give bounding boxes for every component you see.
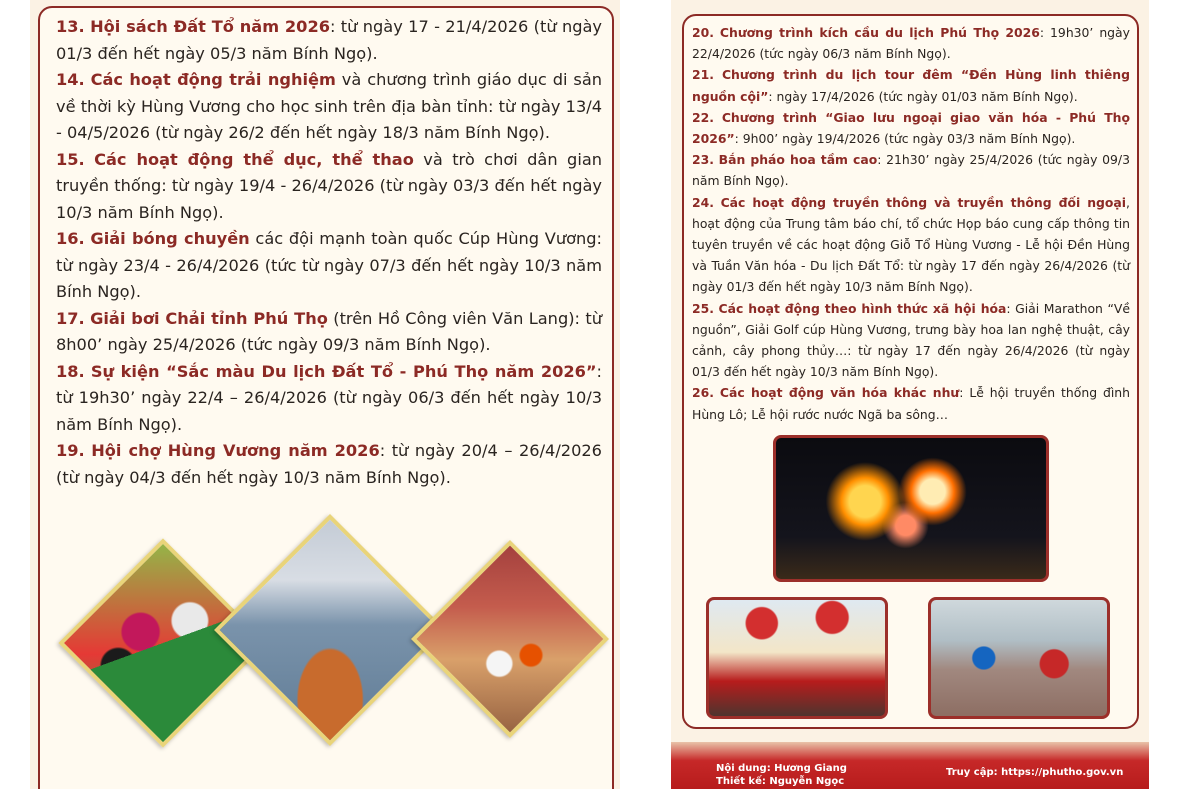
event-item: 13. Hội sách Đất Tổ năm 2026: từ ngày 17 - 21/4/2026 (từ ngày 01/3 đến hết ngày 05/3 năm Bính Ngọ). [56,17,602,63]
design-credit: Thiết kế: Nguyễn Ngọc [716,776,845,787]
event-item: 26. Các hoạt động văn hóa khác như: Lễ hội truyền thống đình Hùng Lô; Lễ hội rước nước Ngã ba sông… [692,385,1130,422]
website-link[interactable]: Truy cập: https://phutho.gov.vn [946,767,1124,778]
event-item: 24. Các hoạt động truyền thông và truyền thông đối ngoại, hoạt động của Trung tâm báo chí, tổ chức Họp báo cung cấp thông tin tuyên truyền về các hoạt động Giỗ Tổ Hùng Vương - Lễ hội Đền Hùng và Tuần Văn hóa - Du lịch Đất Tổ: từ ngày 17 đến ngày 26/4/2026 (từ ngày 01/3 đến hết ngày 10/3 năm Bính Ngọ). [692,194,1130,295]
event-item: 25. Các hoạt động theo hình thức xã hội hóa: Giải Marathon “Về nguồn”, Giải Golf cúp Hùng Vương, trưng bày hoa lan nghệ thuật, cây cảnh, cây phong thủy…: từ ngày 17 đến ngày 26/4/2026 (từ ngày 01/3 đến hết ngày 10/3 năm Bính Ngọ). [692,300,1130,380]
footer-credits [716,762,847,788]
event-item: 19. Hội chợ Hùng Vương năm 2026: từ ngày 20/4 – 26/4/2026 (từ ngày 04/3 đến hết ngày 10/3 năm Bính Ngọ). [56,441,602,487]
event-item: 22. Chương trình “Giao lưu ngoại giao văn hóa - Phú Thọ 2026”: 9h00’ ngày 19/4/2026 (tức ngày 03/3 năm Bính Ngọ). [692,109,1130,147]
right-event-list [692,22,1130,425]
content-credit: Nội dung: Hương Giang [716,763,847,774]
event-item: 17. Giải bơi Chải tỉnh Phú Thọ (trên Hồ Công viên Văn Lang): từ 8h00’ ngày 25/4/2026 (tức ngày 09/3 năm Bính Ngọ). [56,308,602,354]
event-item: 18. Sự kiện “Sắc màu Du lịch Đất Tổ - Phú Thọ năm 2026”: từ 19h30’ ngày 22/4 – 26/4/2026 (từ ngày 06/3 đến hết ngày 10/3 năm Bính Ngọ). [56,361,602,434]
water-procession-photo [928,597,1110,719]
event-item: 21. Chương trình du lịch tour đêm “Đền Hùng linh thiêng nguồn cội”: ngày 17/4/2026 (tức ngày 01/03 năm Bính Ngọ). [692,67,1130,104]
event-item: 23. Bắn pháo hoa tầm cao: 21h30’ ngày 25/4/2026 (tức ngày 09/3 năm Bính Ngọ). [692,152,1130,189]
event-item: 20. Chương trình kích cầu du lịch Phú Thọ 2026: 19h30’ ngày 22/4/2026 (tức ngày 06/3 năm Bính Ngọ). [692,25,1130,62]
fireworks-photo [773,435,1049,582]
event-item: 15. Các hoạt động thể dục, thể thao và trò chơi dân gian truyền thống: từ ngày 19/4 - 26/4/2026 (từ ngày 03/3 đến hết ngày 10/3 năm Bính Ngọ). [56,149,602,222]
left-event-list [56,14,602,491]
event-item: 14. Các hoạt động trải nghiệm và chương trình giáo dục di sản về thời kỳ Hùng Vương cho học sinh trên địa bàn tỉnh: từ ngày 13/4 - 04/5/2026 (từ ngày 26/2 đến hết ngày 18/3 năm Bính Ngọ). [56,70,602,142]
event-item: 16. Giải bóng chuyền các đội mạnh toàn quốc Cúp Hùng Vương: từ ngày 23/4 - 26/4/2026 (tức từ ngày 07/3 đến hết ngày 10/3 năm Bính Ngọ). [56,229,602,301]
festival-procession-photo [706,597,888,719]
